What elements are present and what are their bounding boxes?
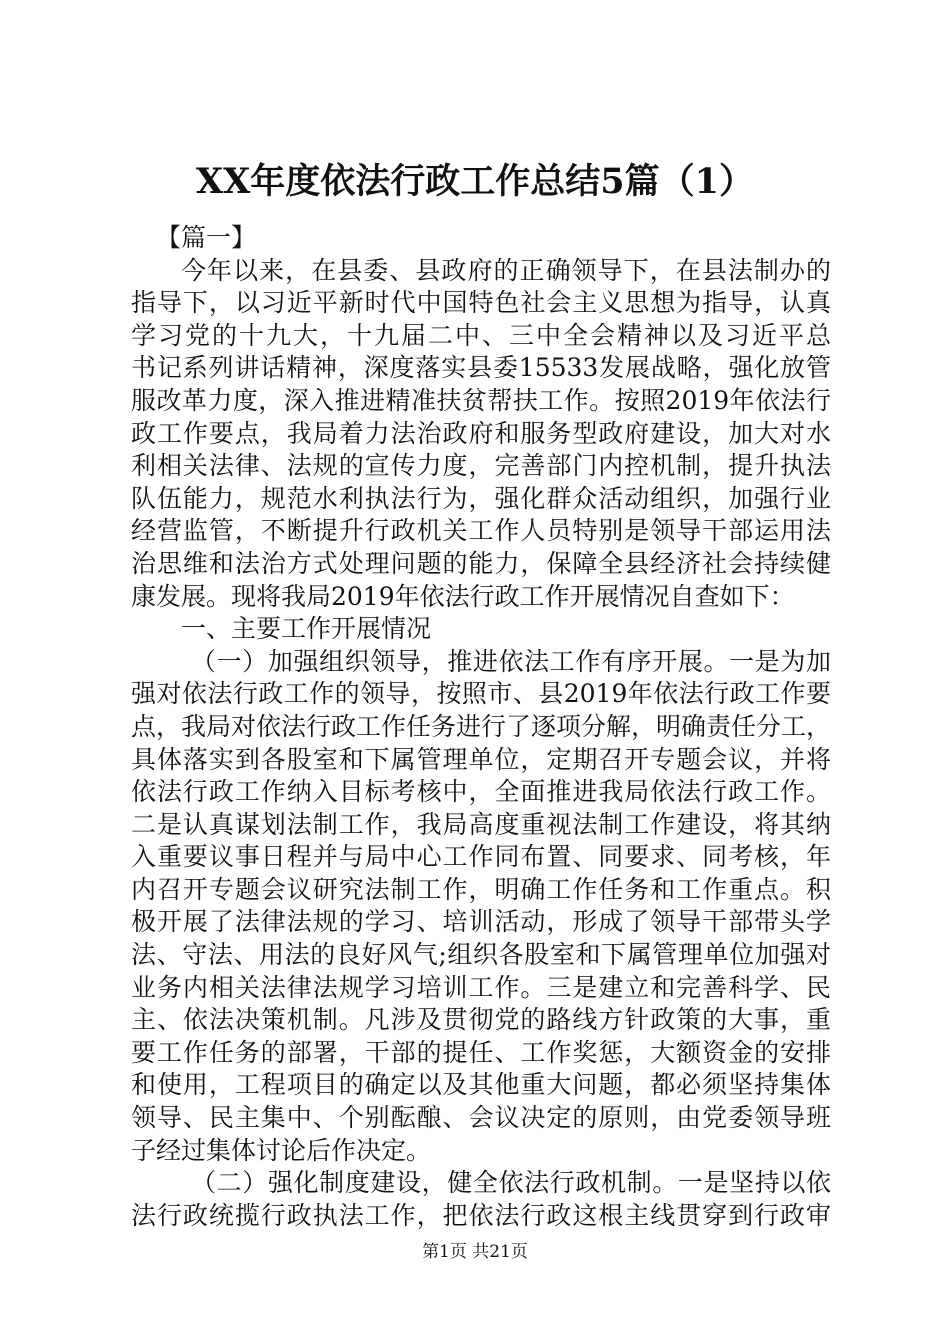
paragraph-line: 队伍能力，规范水利执法行为，强化群众活动组织，加强行业 bbox=[131, 483, 831, 513]
paragraph-line: 业务内相关法律法规学习培训工作。三是建立和完善科学、民 bbox=[131, 972, 831, 1002]
paragraph-line: 入重要议事日程并与局中心工作同布置、同要求、同考核，年 bbox=[131, 842, 831, 872]
section-heading: 【篇一】 bbox=[156, 223, 257, 252]
paragraph-line: 经营监管，不断提升行政机关工作人员特别是领导干部运用法 bbox=[131, 516, 831, 546]
paragraph-line: （二）强化制度建设，健全依法行政机制。一是坚持以依 bbox=[191, 1168, 831, 1198]
paragraph-line: 利相关法律、法规的宣传力度，完善部门内控机制，提升执法 bbox=[131, 451, 831, 481]
paragraph-line: 法、守法、用法的良好风气;组织各股室和下属管理单位加强对 bbox=[131, 940, 831, 970]
page-footer: 第1页 共21页 bbox=[422, 1242, 528, 1262]
subsection-heading: 一、主要工作开展情况 bbox=[181, 614, 432, 644]
paragraph-line: 书记系列讲话精神，深度落实县委15533发展战略，强化放管 bbox=[131, 353, 831, 383]
paragraph-line: 极开展了法律法规的学习、培训活动，形成了领导干部带头学 bbox=[131, 907, 831, 937]
paragraph-line: 康发展。现将我局2019年依法行政工作开展情况自查如下： bbox=[131, 581, 795, 611]
paragraph-line: 学习党的十九大，十九届二中、三中全会精神以及习近平总 bbox=[131, 320, 831, 350]
paragraph-line: 治思维和法治方式处理问题的能力，保障全县经济社会持续健 bbox=[131, 548, 831, 578]
paragraph-line: 具体落实到各股室和下属管理单位，定期召开专题会议，并将 bbox=[131, 744, 831, 774]
paragraph-line: 强对依法行政工作的领导，按照市、县2019年依法行政工作要 bbox=[131, 679, 831, 709]
paragraph-line: 点，我局对依法行政工作任务进行了逐项分解，明确责任分工， bbox=[131, 711, 831, 741]
paragraph-line: 政工作要点，我局着力法治政府和服务型政府建设，加大对水 bbox=[131, 418, 831, 448]
paragraph-line: 法行政统揽行政执法工作，把依法行政这根主线贯穿到行政审 bbox=[131, 1200, 831, 1230]
paragraph-line: 依法行政工作纳入目标考核中，全面推进我局依法行政工作。 bbox=[131, 777, 831, 807]
paragraph-line: 主、依法决策机制。凡涉及贯彻党的路线方针政策的大事，重 bbox=[131, 1005, 831, 1035]
paragraph-line: 要工作任务的部署，干部的提任、工作奖惩，大额资金的安排 bbox=[131, 1037, 831, 1067]
paragraph-line: 子经过集体讨论后作决定。 bbox=[131, 1135, 432, 1165]
paragraph-line: 和使用，工程项目的确定以及其他重大问题，都必须坚持集体 bbox=[131, 1070, 831, 1100]
document-body bbox=[131, 222, 831, 1232]
paragraph-line: （一）加强组织领导，推进依法工作有序开展。一是为加 bbox=[191, 646, 831, 676]
paragraph-line: 领导、民主集中、个别酝酿、会议决定的原则，由党委领导班 bbox=[131, 1103, 831, 1133]
paragraph-line: 二是认真谋划法制工作，我局高度重视法制工作建设，将其纳 bbox=[131, 809, 831, 839]
paragraph-line: 内召开专题会议研究法制工作，明确工作任务和工作重点。积 bbox=[131, 874, 831, 904]
document-title: XX年度依法行政工作总结5篇（1） bbox=[195, 161, 755, 202]
paragraph-line: 今年以来，在县委、县政府的正确领导下，在县法制办的 bbox=[181, 255, 831, 285]
paragraph-line: 指导下，以习近平新时代中国特色社会主义思想为指导，认真 bbox=[131, 288, 831, 318]
paragraph-line: 服改革力度，深入推进精准扶贫帮扶工作。按照2019年依法行 bbox=[131, 385, 831, 415]
